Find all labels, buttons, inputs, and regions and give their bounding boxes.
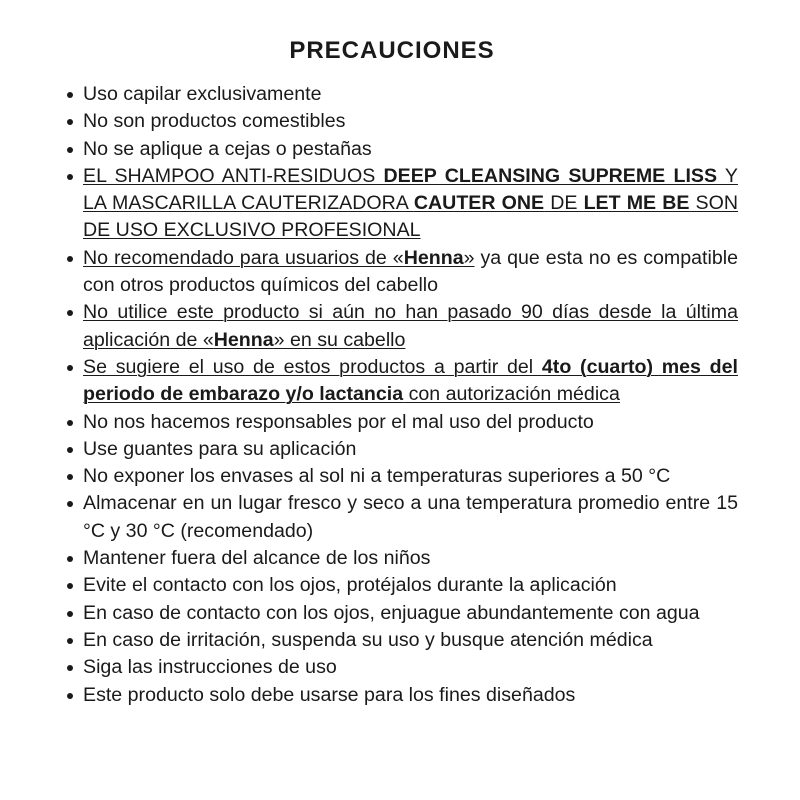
item-text-part: Se sugiere el uso de estos productos a partir del — [83, 355, 542, 378]
item-text-part: con autorización médica — [403, 383, 620, 406]
list-item — [83, 627, 738, 654]
item-text: En caso de contacto con los ojos, enjuague abundantemente con agua — [83, 601, 700, 624]
item-text-part: Y LA MASCARILLA CAUTERIZADORA — [83, 164, 738, 215]
item-text: Use guantes para su aplicación — [83, 437, 357, 460]
list-item — [83, 545, 738, 572]
item-text-underlined: » — [463, 246, 475, 269]
page-title: PRECAUCIONES — [289, 37, 495, 64]
item-text-underlined — [83, 356, 738, 405]
list-item — [83, 108, 738, 135]
list-item — [83, 572, 738, 599]
item-text-part: ya que esta no es compatible con otros productos químicos del cabello — [83, 246, 738, 297]
item-text: En caso de irritación, suspenda su uso y busque atención médica — [83, 628, 653, 651]
item-text-part: No utilice este producto si aún no han pasado 90 días desde la última aplicación de « — [83, 301, 738, 351]
item-text: Mantener fuera del alcance de los niños — [83, 547, 431, 570]
item-text-part: EL SHAMPOO ANTI-RESIDUOS — [83, 164, 384, 187]
pregnancy-period: 4to (cuarto) mes del periodo de embarazo y/o lactancia — [83, 355, 738, 406]
list-item — [83, 354, 738, 409]
item-text: No son productos comestibles — [83, 110, 346, 133]
list-item — [83, 245, 738, 300]
list-item — [83, 163, 738, 245]
list-item — [83, 682, 738, 709]
item-text: Evite el contacto con los ojos, protéjalos durante la aplicación — [83, 574, 617, 597]
henna-term: Henna — [403, 246, 464, 269]
item-text-underlined — [83, 165, 738, 242]
item-text-underlined — [83, 301, 738, 350]
item-text-underlined: No recomendado para usuarios de « — [83, 246, 404, 269]
item-text: Almacenar en un lugar fresco y seco a una temperatura promedio entre 15 °C y 30 °C (recomendado) — [83, 492, 738, 542]
item-text: Este producto solo debe usarse para los fines diseñados — [83, 683, 576, 706]
brand-name: LET ME BE — [583, 192, 690, 215]
list-item — [83, 299, 738, 354]
product-name-shampoo: DEEP CLEANSING SUPREME LISS — [383, 164, 718, 187]
list-item — [83, 81, 738, 108]
list-item — [83, 463, 738, 490]
item-text: No exponer los envases al sol ni a temperaturas superiores a 50 °C — [83, 465, 671, 488]
list-item — [83, 409, 738, 436]
list-item — [83, 136, 738, 163]
item-text: Uso capilar exclusivamente — [83, 83, 322, 105]
item-text-part: SON DE USO EXCLUSIVO PROFESIONAL — [83, 192, 739, 242]
list-item — [83, 490, 738, 545]
item-text: Siga las instrucciones de uso — [83, 656, 337, 679]
list-item — [83, 600, 738, 627]
precautions-list — [83, 81, 738, 709]
item-text: No nos hacemos responsables por el mal uso del producto — [83, 410, 594, 433]
item-text-part: » en su cabello — [273, 328, 406, 351]
list-item — [83, 654, 738, 681]
product-name-mask: CAUTER ONE — [413, 192, 545, 215]
item-text-part: DE — [544, 192, 584, 215]
henna-term: Henna — [213, 328, 274, 351]
list-item — [83, 436, 738, 463]
item-text: No se aplique a cejas o pestañas — [83, 137, 372, 160]
